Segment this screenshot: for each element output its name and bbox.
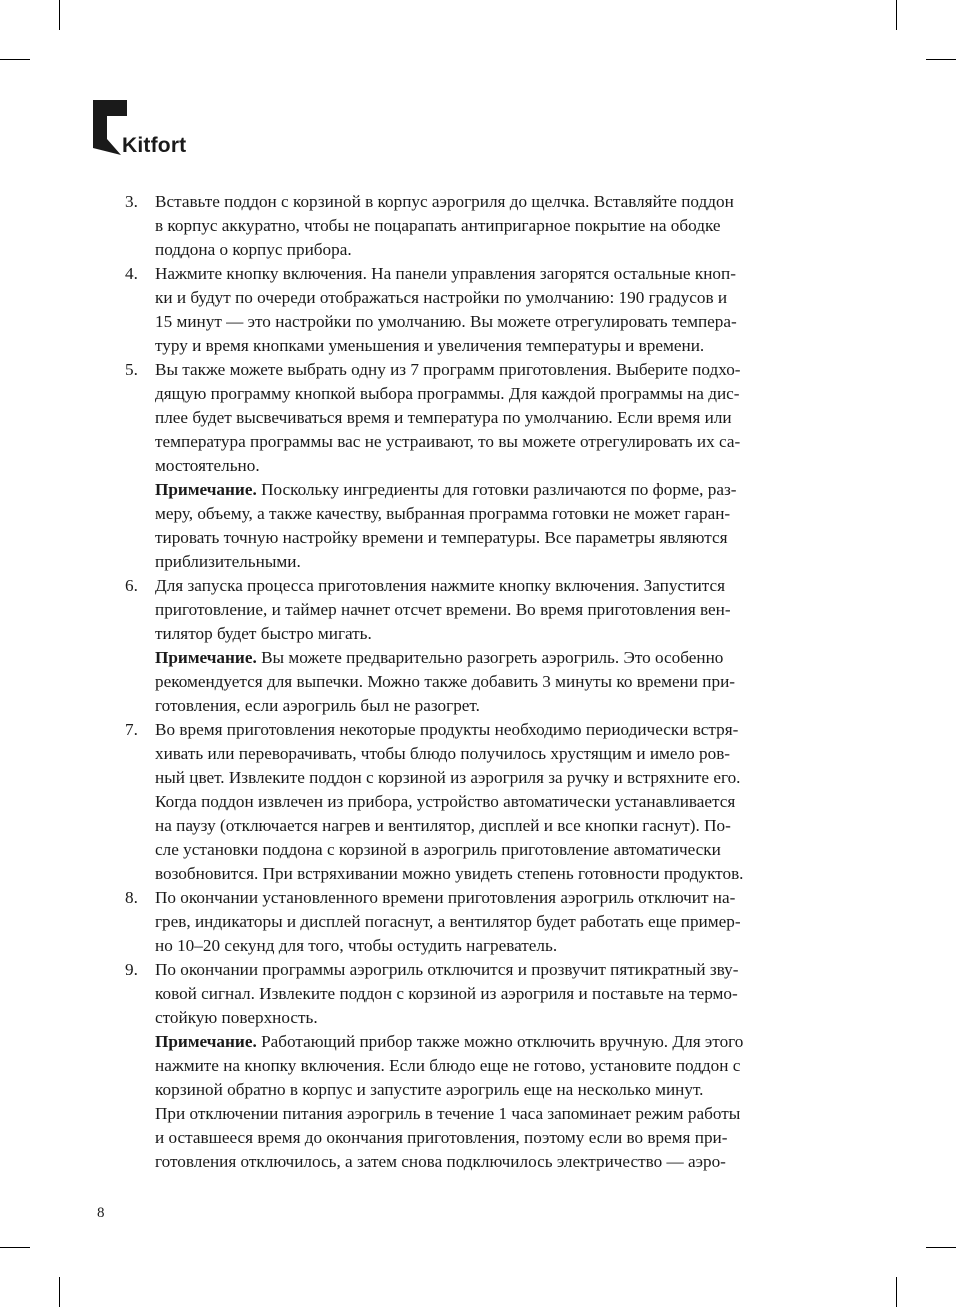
- text-line: корзиной обратно в корпус и запустите аэрогриль еще на несколько минут.: [155, 1080, 704, 1099]
- crop-mark: [0, 1247, 30, 1248]
- text-line: [155, 646, 845, 670]
- brand-name: Kitfort: [122, 134, 187, 157]
- list-item: [125, 574, 845, 718]
- note-paragraph: [155, 646, 845, 718]
- list-item: [125, 358, 845, 574]
- paragraph: [155, 262, 845, 358]
- instructions-list: [125, 190, 845, 1174]
- text-line: тилятор будет быстро мигать.: [155, 624, 372, 643]
- text-line: и оставшееся время до окончания приготовления, поэтому если во время при-: [155, 1128, 728, 1147]
- list-item-number: 5.: [125, 360, 138, 379]
- paragraph: [155, 958, 845, 1030]
- text-line: нажмите на кнопку включения. Если блюдо еще не готово, установите поддон с: [155, 1056, 741, 1075]
- list-item-number: 9.: [125, 960, 138, 979]
- text-line: По окончании установленного времени приготовления аэрогриль отключит на-: [155, 888, 736, 907]
- text-line: поддона о корпус прибора.: [155, 240, 352, 259]
- text-line: возобновится. При встряхивании можно увидеть степень готовности продуктов.: [155, 864, 744, 883]
- text-line: сле установки поддона с корзиной в аэрогриль приготовление автоматически: [155, 840, 721, 859]
- crop-mark: [59, 0, 60, 30]
- list-item: [125, 958, 845, 1174]
- list-item-body: [155, 190, 845, 262]
- text-line: Когда поддон извлечен из прибора, устройство автоматически устанавливается: [155, 792, 736, 811]
- paragraph: [155, 1102, 845, 1174]
- note-text: Работающий прибор также можно отключить вручную. Для этого: [256, 1032, 744, 1051]
- paragraph: [155, 886, 845, 958]
- crop-mark: [926, 1247, 956, 1248]
- list-item-number: 4.: [125, 264, 138, 283]
- note-label: Примечание.: [155, 480, 257, 499]
- text-line: ки и будут по очереди отображаться настройки по умолчанию: 190 градусов и: [155, 288, 728, 307]
- text-line: При отключении питания аэрогриль в течение 1 часа запоминает режим работы: [155, 1104, 741, 1123]
- text-line: дящую программу кнопкой выбора программы. Для каждой программы на дис-: [155, 384, 740, 403]
- list-item: [125, 886, 845, 958]
- list-item-body: [155, 718, 845, 886]
- text-line: Вы также можете выбрать одну из 7 программ приготовления. Выберите подхо-: [155, 360, 741, 379]
- list-item-body: [155, 262, 845, 358]
- text-line: Для запуска процесса приготовления нажмите кнопку включения. Запустится: [155, 576, 726, 595]
- text-line: приблизительными.: [155, 552, 301, 571]
- paragraph: [155, 718, 845, 886]
- text-line: ковой сигнал. Извлеките поддон с корзиной из аэрогриля и поставьте на термо-: [155, 984, 738, 1003]
- list-item: [125, 190, 845, 262]
- list-item: [125, 262, 845, 358]
- text-line: Вставьте поддон с корзиной в корпус аэрогриля до щелчка. Вставляйте поддон: [155, 192, 734, 211]
- crop-mark: [926, 59, 956, 60]
- text-line: мостоятельно.: [155, 456, 260, 475]
- text-line: ный цвет. Извлеките поддон с корзиной из аэрогриля за ручку и встряхните его.: [155, 768, 741, 787]
- list-item-number: 6.: [125, 576, 138, 595]
- paragraph: [155, 190, 845, 262]
- text-line: рекомендуется для выпечки. Можно также добавить 3 минуты ко времени при-: [155, 672, 735, 691]
- crop-mark: [896, 0, 897, 30]
- crop-mark: [896, 1277, 897, 1307]
- text-line: По окончании программы аэрогриль отключится и прозвучит пятикратный зву-: [155, 960, 739, 979]
- text-line: приготовление, и таймер начнет отсчет времени. Во время приготовления вен-: [155, 600, 731, 619]
- list-item-number: 3.: [125, 192, 138, 211]
- text-line: 15 минут — это настройки по умолчанию. Вы можете отрегулировать темпера-: [155, 312, 737, 331]
- text-line: в корпус аккуратно, чтобы не поцарапать антипригарное покрытие на ободке: [155, 216, 721, 235]
- text-line: температура программы вас не устраивают, то вы можете отрегулировать их са-: [155, 432, 741, 451]
- page-number: 8: [97, 1205, 105, 1221]
- text-line: но 10–20 секунд для того, чтобы остудить нагреватель.: [155, 936, 558, 955]
- list-item: [125, 718, 845, 886]
- note-label: Примечание.: [155, 648, 257, 667]
- text-line: Во время приготовления некоторые продукты необходимо периодически встря-: [155, 720, 739, 739]
- text-line: плее будет высвечиваться время и температура по умолчанию. Если время или: [155, 408, 732, 427]
- text-line: на паузу (отключается нагрев и вентилятор, дисплей и все кнопки гаснут). По-: [155, 816, 731, 835]
- text-line: грев, индикаторы и дисплей погаснут, а вентилятор будет работать еще пример-: [155, 912, 741, 931]
- text-line: готовления, если аэрогриль был не разогрет.: [155, 696, 480, 715]
- list-item-number: 7.: [125, 720, 138, 739]
- note-paragraph: [155, 478, 845, 574]
- crop-mark: [59, 1277, 60, 1307]
- list-item-body: [155, 358, 845, 574]
- list-item-body: [155, 574, 845, 718]
- list-item-number: 8.: [125, 888, 138, 907]
- note-label: Примечание.: [155, 1032, 257, 1051]
- note-text: Вы можете предварительно разогреть аэрогриль. Это особенно: [256, 648, 724, 667]
- text-line: [155, 1030, 845, 1054]
- note-text: Поскольку ингредиенты для готовки различаются по форме, раз-: [256, 480, 737, 499]
- crop-mark: [0, 59, 30, 60]
- paragraph: [155, 574, 845, 646]
- text-line: меру, объему, а также качеству, выбранная программа готовки не может гаран-: [155, 504, 731, 523]
- brand-logo: [93, 100, 186, 155]
- list-item-body: [155, 886, 845, 958]
- text-line: готовления отключилось, а затем снова подключилось электричество — аэро-: [155, 1152, 726, 1171]
- text-line: тировать точную настройку времени и температуры. Все параметры являются: [155, 528, 728, 547]
- paragraph: [155, 358, 845, 478]
- text-line: туру и время кнопками уменьшения и увеличения температуры и времени.: [155, 336, 705, 355]
- text-line: стойкую поверхность.: [155, 1008, 318, 1027]
- text-line: Нажмите кнопку включения. На панели управления загорятся остальные кноп-: [155, 264, 736, 283]
- text-line: [155, 478, 845, 502]
- list-item-body: [155, 958, 845, 1174]
- text-line: хивать или переворачивать, чтобы блюдо получилось хрустящим и имело ров-: [155, 744, 731, 763]
- note-paragraph: [155, 1030, 845, 1102]
